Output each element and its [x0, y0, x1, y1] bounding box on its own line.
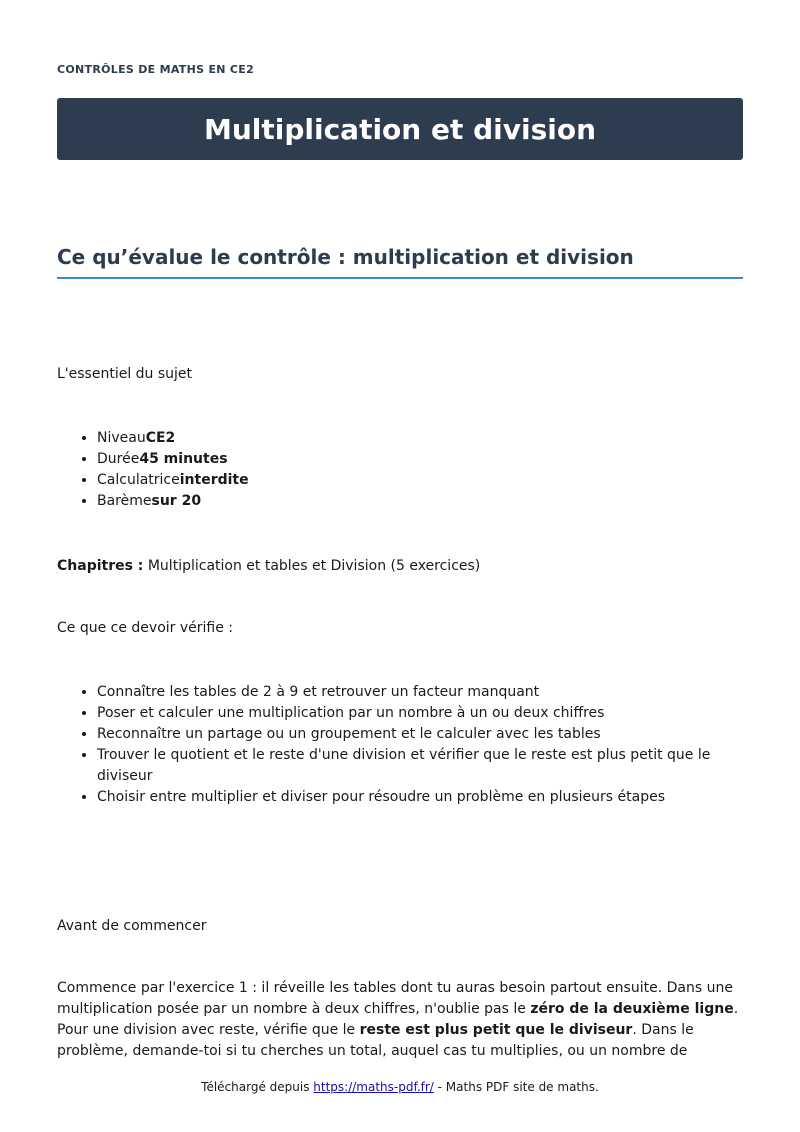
paragraph-emphasis: zéro de la deuxième ligne — [530, 1001, 734, 1017]
essentiel-list — [57, 428, 249, 512]
item-label: Barème — [97, 493, 152, 509]
paragraph-text: . Dans le problème, demande-toi si tu cherches un total, auquel cas tu multiplies, ou un nombre de — [57, 1022, 694, 1059]
footer-suffix: - Maths PDF site de maths. — [433, 1080, 599, 1094]
item-label: Calculatrice — [97, 472, 180, 488]
chapitres-label: Chapitres : — [57, 558, 144, 574]
list-item: • Reconnaître un partage ou un groupement et le calculer avec les tables — [97, 724, 743, 745]
avant-paragraph — [57, 978, 743, 1062]
list-item: • Trouver le quotient et le reste d'une division et vérifier que le reste est plus petit que le diviseur — [97, 745, 743, 787]
title-banner — [57, 98, 743, 160]
item-value: sur 20 — [151, 493, 202, 509]
footer-link[interactable]: https://maths-pdf.fr/ — [313, 1080, 434, 1094]
item-label: Durée — [97, 451, 140, 467]
item-value: 45 minutes — [139, 451, 228, 467]
paragraph-emphasis: reste est plus petit que le diviseur — [359, 1022, 633, 1038]
series-kicker: CONTRÔLES DE MATHS EN CE2 — [57, 63, 255, 76]
chapitres-line — [57, 556, 480, 577]
list-item — [97, 470, 249, 491]
item-label: Niveau — [97, 430, 146, 446]
item-value: CE2 — [145, 430, 176, 446]
page-footer — [0, 1080, 800, 1094]
paragraph-text: Commence par l'exercice 1 : il réveille les tables dont tu auras besoin partout ensuite. Dans une multiplication posée par un nombre à deux chiffres, n'oublie pas le — [57, 980, 733, 1017]
page-title: Multiplication et division — [203, 112, 597, 146]
section-title: Ce qu’évalue le contrôle : multiplication et division — [57, 245, 743, 279]
list-item: • Choisir entre multiplier et diviser pour résoudre un problème en plusieurs étapes — [97, 787, 743, 808]
list-item — [97, 428, 249, 449]
list-item — [97, 491, 249, 512]
list-item: • Poser et calculer une multiplication par un nombre à un ou deux chiffres — [97, 703, 743, 724]
chapitres-text: Multiplication et tables et Division (5 exercices) — [143, 558, 481, 574]
footer-prefix: Téléchargé depuis — [201, 1080, 314, 1094]
essentiel-heading: L'essentiel du sujet — [57, 366, 193, 382]
verifie-list — [57, 682, 743, 808]
item-value: interdite — [179, 472, 249, 488]
list-item — [97, 449, 249, 470]
list-item: • Connaître les tables de 2 à 9 et retrouver un facteur manquant — [97, 682, 743, 703]
verifie-heading: Ce que ce devoir vérifie : — [57, 620, 234, 636]
paragraph-text: . Pour une division avec reste, vérifie que le — [57, 1001, 739, 1038]
avant-heading: Avant de commencer — [57, 918, 207, 934]
